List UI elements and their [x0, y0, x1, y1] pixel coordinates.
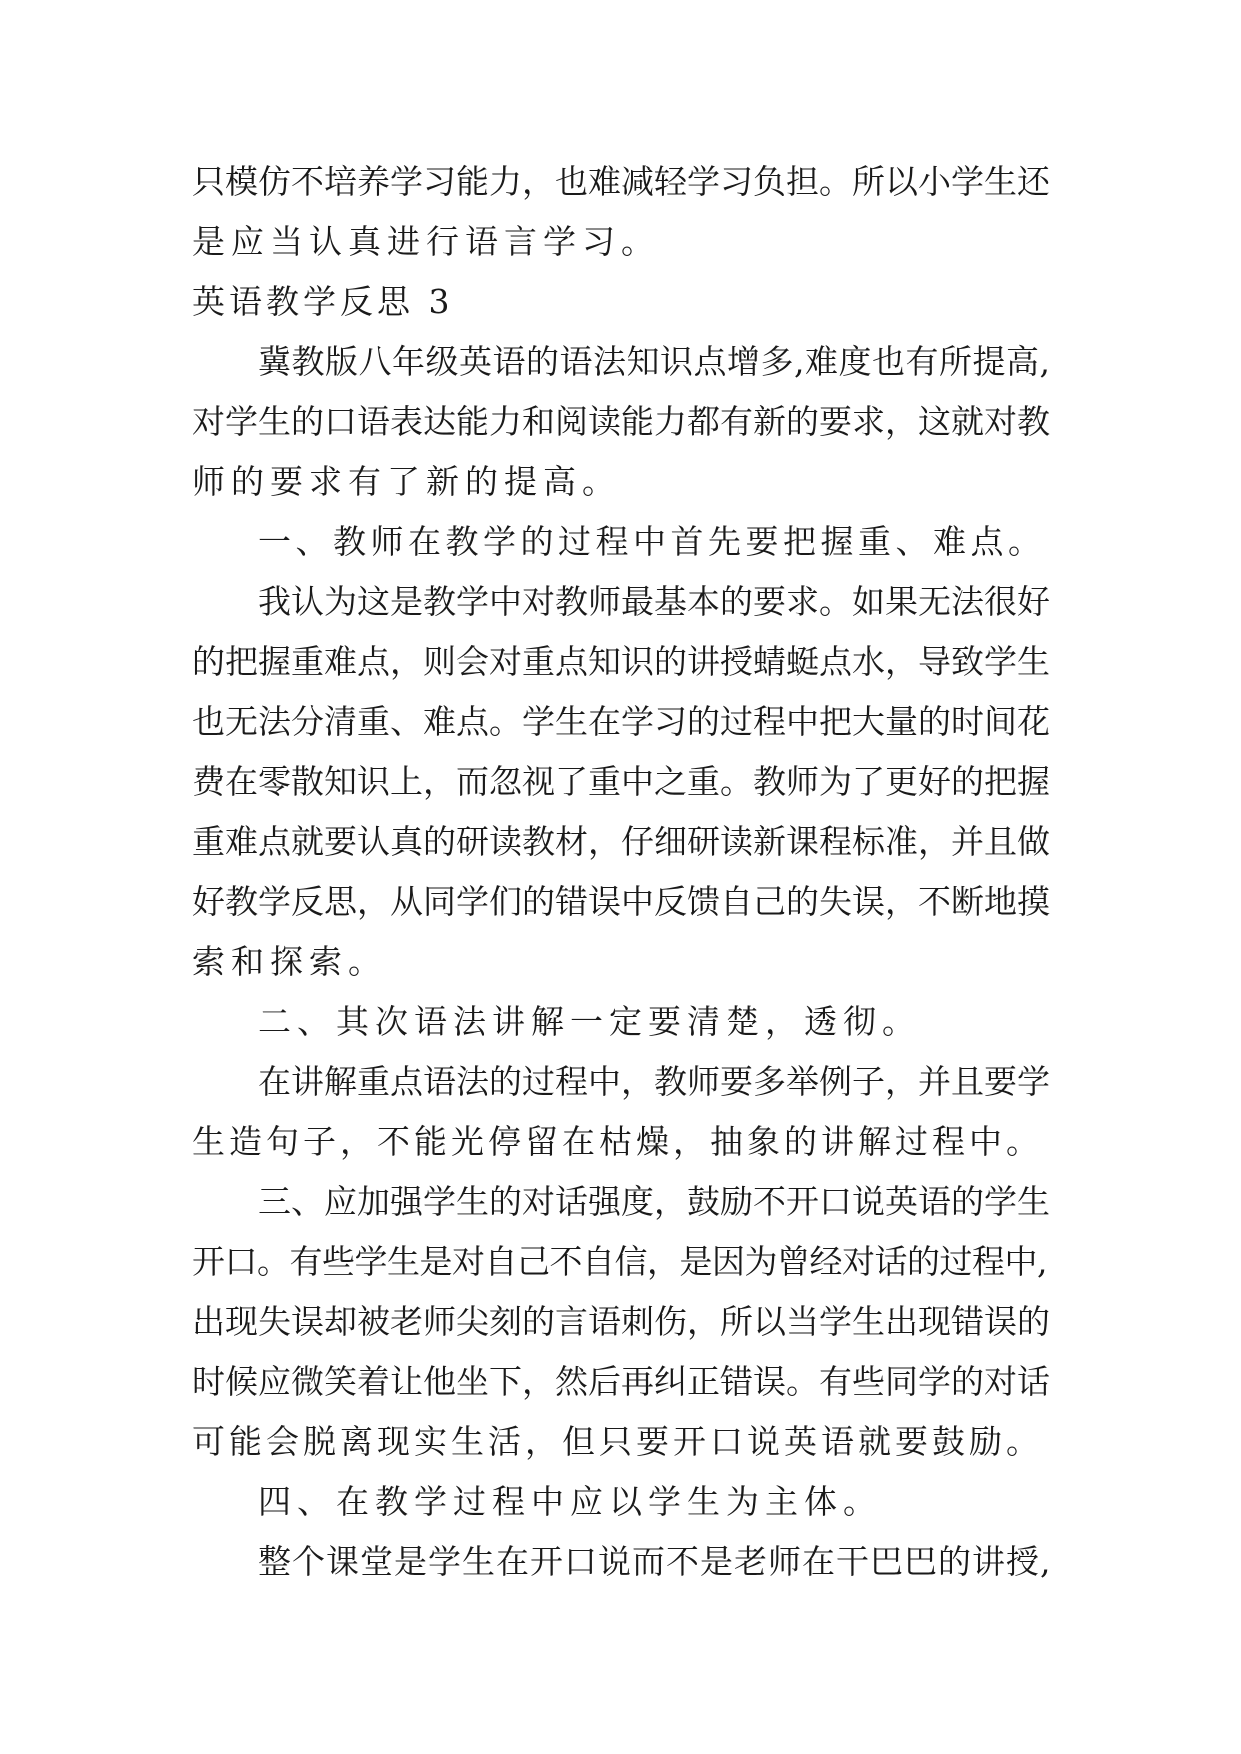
text-line: 好教学反思，从同学们的错误中反馈自己的失误，不断地摸 [192, 882, 1050, 921]
text-line: 索和探索。 [192, 942, 387, 981]
text-line: 在讲解重点语法的过程中，教师要多举例子，并且要学 [258, 1062, 1050, 1101]
text-line: 生造句子，不能光停留在枯燥，抽象的讲解过程中。 [192, 1122, 1043, 1161]
document-page [192, 152, 1054, 1592]
text-line: 费在零散知识上，而忽视了重中之重。教师为了更好的把握 [192, 762, 1050, 801]
text-line: 冀教版八年级英语的语法知识点增多,难度也有所提高, [258, 342, 1051, 381]
text-line: 四、在教学过程中应以学生为主体。 [258, 1482, 882, 1521]
text-line: 师的要求有了新的提高。 [192, 462, 621, 501]
text-line: 是应当认真进行语言学习。 [192, 222, 660, 261]
text-line: 重难点就要认真的研读教材，仔细研读新课程标准，并且做 [192, 822, 1050, 861]
text-line: 的把握重难点，则会对重点知识的讲授蜻蜓点水，导致学生 [192, 642, 1050, 681]
text-line: 只模仿不培养学习能力，也难减轻学习负担。所以小学生还 [192, 162, 1050, 201]
text-line: 可能会脱离现实生活，但只要开口说英语就要鼓励。 [192, 1422, 1043, 1461]
section-heading: 英语教学反思 3 [192, 282, 454, 321]
text-line: 一、教师在教学的过程中首先要把握重、难点。 [258, 522, 1046, 561]
text-line: 三、应加强学生的对话强度，鼓励不开口说英语的学生 [258, 1182, 1050, 1221]
text-line: 我认为这是教学中对教师最基本的要求。如果无法很好 [258, 582, 1050, 621]
text-line: 对学生的口语表达能力和阅读能力都有新的要求，这就对教 [192, 402, 1050, 441]
text-line: 开口。有些学生是对自己不自信，是因为曾经对话的过程中, [192, 1242, 1047, 1281]
text-line: 时候应微笑着让他坐下，然后再纠正错误。有些同学的对话 [192, 1362, 1050, 1401]
text-line: 出现失误却被老师尖刻的言语刺伤，所以当学生出现错误的 [192, 1302, 1050, 1341]
text-line: 整个课堂是学生在开口说而不是老师在干巴巴的讲授, [258, 1542, 1052, 1581]
text-line: 二、其次语法讲解一定要清楚，透彻。 [258, 1002, 921, 1041]
text-line: 也无法分清重、难点。学生在学习的过程中把大量的时间花 [192, 702, 1050, 741]
